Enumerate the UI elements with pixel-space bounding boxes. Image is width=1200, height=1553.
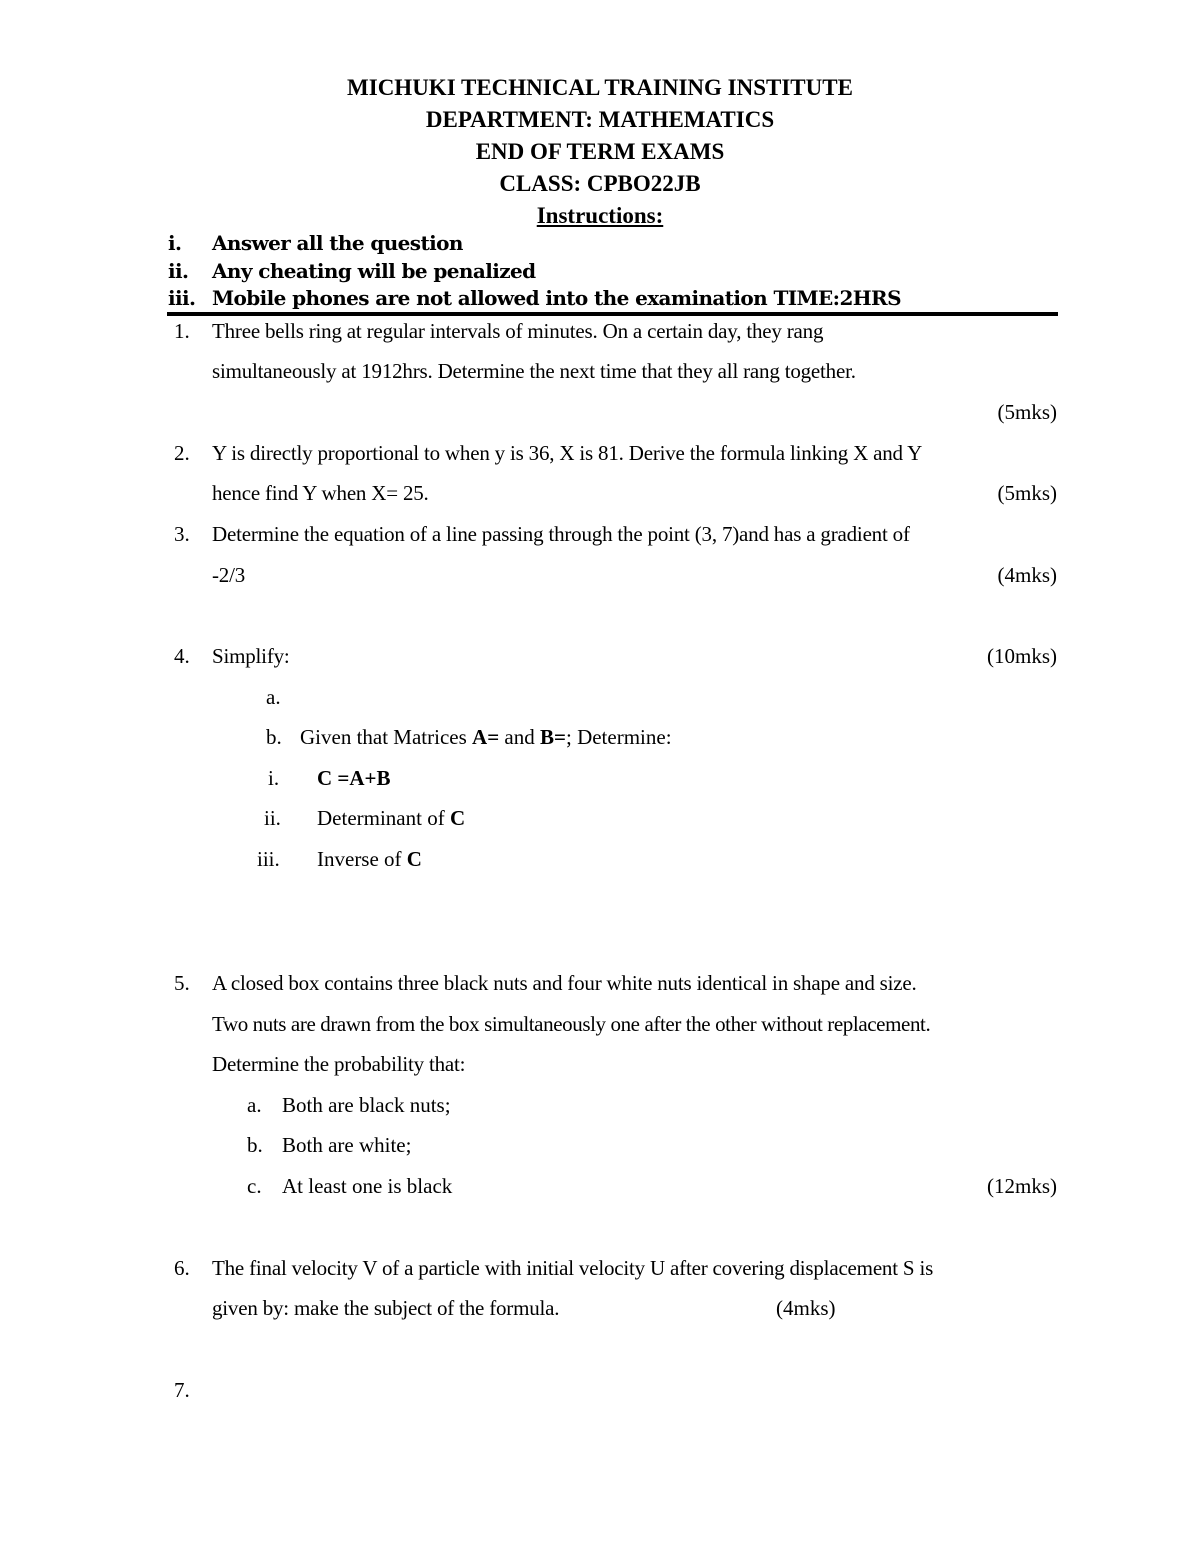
q5-line-3: Determine the probability that: [212,1052,466,1076]
q4-part-a-label: a. [266,685,281,709]
header-divider [167,312,1058,316]
instruction-number: iii. [168,286,196,310]
q4-sub-text: Determinant of C [317,806,466,830]
exam-title: END OF TERM EXAMS [475,139,725,164]
q4-line-1: Simplify: [212,644,290,668]
q2-line-1: Y is directly proportional to when y is 36, X is 81. Derive the formula linking X and Y [212,441,923,465]
q5-part-text: At least one is black [282,1174,453,1198]
q4-sub-number: iii. [257,847,280,871]
class-title: CLASS: CPBO22JB [499,171,701,196]
q5-part-text: Both are white; [282,1133,412,1157]
q4-sub-text: C =A+B [317,766,391,790]
q5-line-2: Two nuts are drawn from the box simultaneously one after the other without replacement. [212,1012,931,1036]
q5-part-text: Both are black nuts; [282,1093,451,1117]
instruction-number: ii. [168,259,189,283]
q4-part-b-label: b. [266,725,282,749]
q2-marks: (5mks) [997,481,1057,505]
q4-part-b-text: Given that Matrices A= and B=; Determine: [300,725,672,749]
instruction-text: Answer all the question [212,231,463,255]
q1-marks: (5mks) [997,400,1057,424]
instruction-text: Mobile phones are not allowed into the examination TIME:2HRS [212,286,901,310]
q6-line-2: given by: make the subject of the formula. [212,1296,560,1320]
question-number: 1. [174,319,190,343]
question-number: 6. [174,1256,190,1280]
q3-marks: (4mks) [997,563,1057,587]
q2-line-2: hence find Y when X= 25. [212,481,429,505]
q4-sub-text: Inverse of C [317,847,422,871]
q1-line-2: simultaneously at 1912hrs. Determine the next time that they all rang together. [212,359,856,383]
q5-line-1: A closed box contains three black nuts and four white nuts identical in shape and size. [212,971,917,995]
q5-part-label: b. [247,1133,263,1157]
institute-title: MICHUKI TECHNICAL TRAINING INSTITUTE [347,75,853,100]
q6-marks: (4mks) [776,1296,836,1320]
q4-sub-number: ii. [264,806,281,830]
question-number: 4. [174,644,190,668]
q5-part-label: c. [247,1174,262,1198]
instruction-text: Any cheating will be penalized [212,259,536,283]
question-number: 2. [174,441,190,465]
q3-line-2: -2/3 [212,563,246,587]
question-number: 3. [174,522,190,546]
question-number: 5. [174,971,190,995]
q3-line-1: Determine the equation of a line passing through the point (3, 7)and has a gradient of [212,522,910,546]
department-title: DEPARTMENT: MATHEMATICS [425,107,775,132]
q4-marks: (10mks) [987,644,1057,668]
q4-sub-number: i. [268,766,280,790]
instruction-number: i. [168,231,182,255]
question-number: 7. [174,1378,190,1402]
q6-line-1: The final velocity V of a particle with initial velocity U after covering displacement S is [212,1256,934,1280]
instructions-heading: Instructions: [536,203,664,228]
q5-part-label: a. [247,1093,262,1117]
q1-line-1: Three bells ring at regular intervals of minutes. On a certain day, they rang [212,319,824,343]
q5-marks: (12mks) [987,1174,1057,1198]
